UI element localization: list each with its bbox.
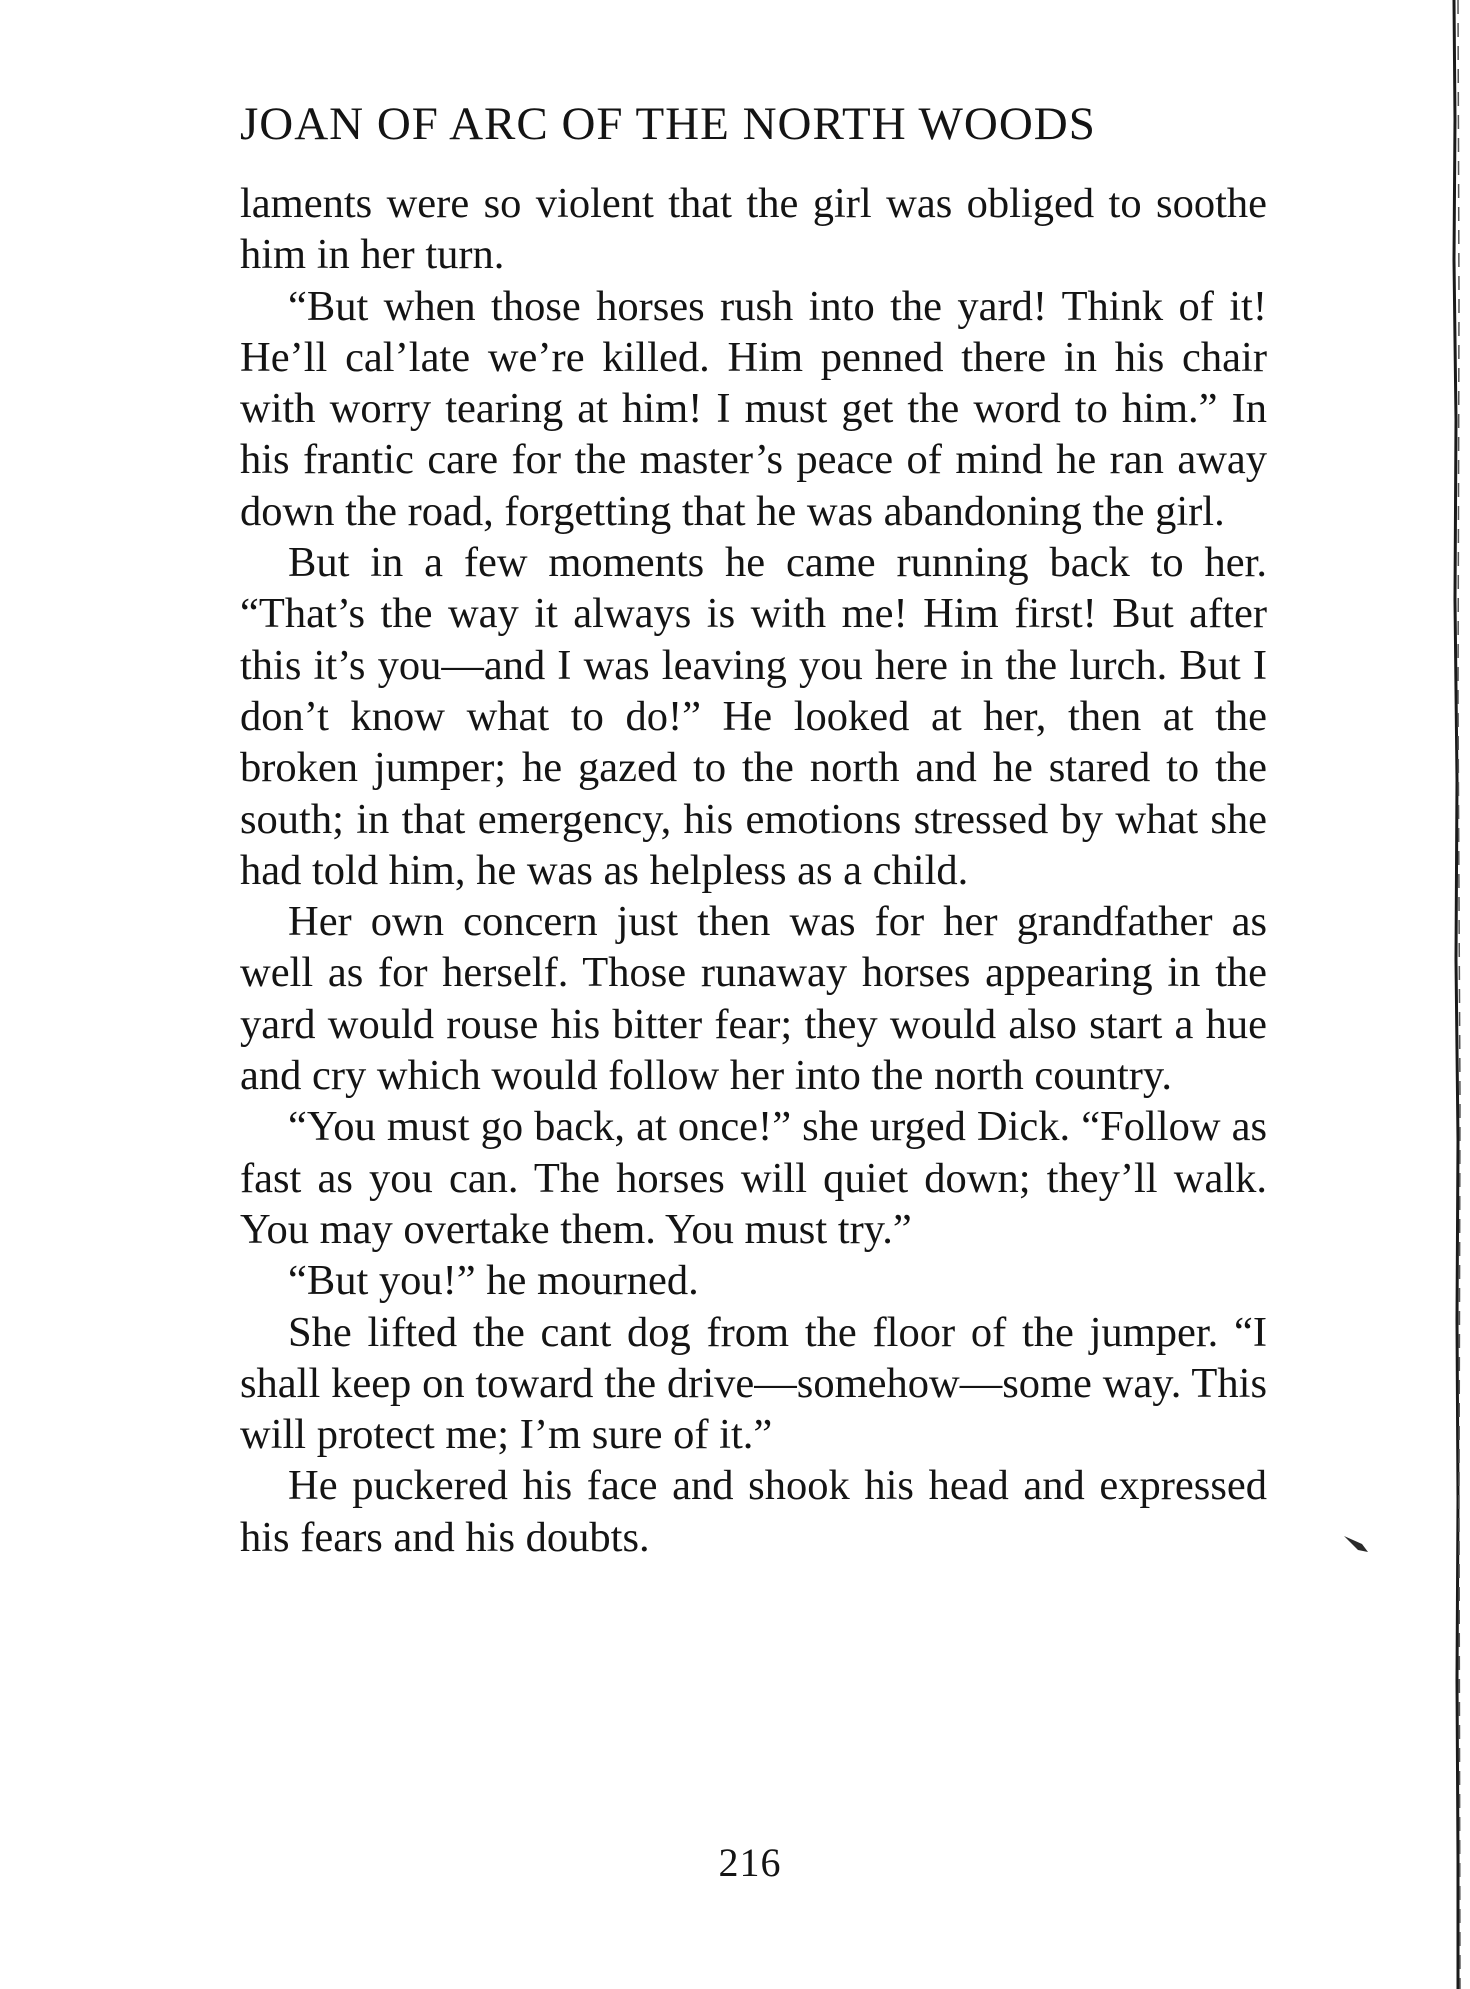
running-title: JOAN OF ARC OF THE NORTH WOODS: [240, 98, 1096, 150]
page-edge-shadow: [1446, 0, 1470, 1989]
paragraph-7: She lifted the cant dog from the floor of the jumper. “I shall keep on toward the drive—somehow—some way. This will protect me; I’m sure of it.”: [240, 1308, 1267, 1459]
paragraph-8: He puckered his face and shook his head and expressed his fears and his doubts.: [240, 1462, 1267, 1561]
body-text: [240, 178, 1267, 1563]
paragraph-6: “But you!” he mourned.: [288, 1257, 699, 1305]
paragraph-4: Her own concern just then was for her grandfather as well as for herself. Those runaway horses appearing in the yard would rouse his bitter fear; they would also start a hue and cry which would follow her into the north country.: [240, 898, 1267, 1100]
ink-blot-mark: [1338, 1530, 1378, 1560]
paragraph-2: “But when those horses rush into the yard! Think of it! He’ll cal’late we’re killed. Him penned there in his chair with worry tearing at him! I must get the word to him.” In his frantic care for the master’s peace of mind he ran away down the road, forgetting that he was abandoning the girl.: [240, 282, 1267, 535]
paragraph-1: laments were so violent that the girl was obliged to soothe him in her turn.: [240, 180, 1267, 279]
paragraph-5: “You must go back, at once!” she urged Dick. “Follow as fast as you can. The horses will quiet down; they’ll walk. You may overtake them. You must try.”: [240, 1103, 1267, 1253]
paragraph-3: But in a few moments he came running back to her. “That’s the way it always is with me! Him first! But after this it’s you—and I was leaving you here in the lurch. But I don’t know what to do!” He looked at her, then at the broken jumper; he gazed to the north and he stared to the south; in that emergency, his emotions stressed by what she had told him, he was as helpless as a child.: [240, 539, 1267, 894]
page-number: 216: [718, 1840, 782, 1885]
